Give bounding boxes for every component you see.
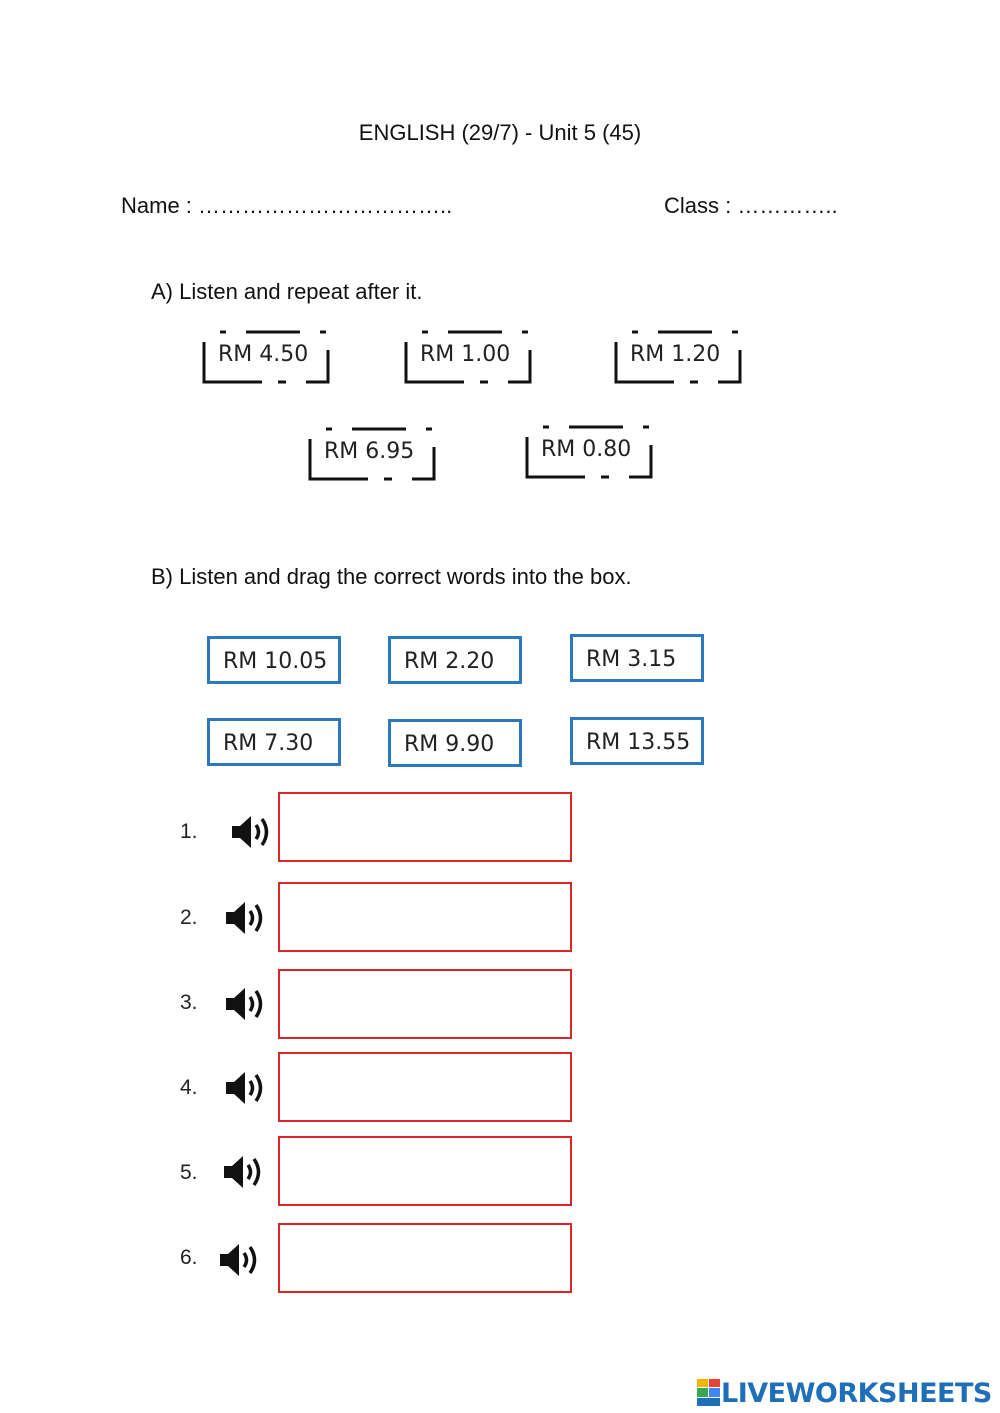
price-label: RM 4.50 bbox=[218, 342, 309, 367]
speaker-icon[interactable] bbox=[230, 812, 274, 852]
section-b-heading: B) Listen and drag the correct words into the box. bbox=[151, 564, 632, 589]
question-number: 5. bbox=[180, 1161, 198, 1184]
word-label: RM 3.15 bbox=[586, 647, 677, 672]
question-number: 1. bbox=[180, 820, 198, 843]
question-number: 6. bbox=[180, 1246, 198, 1269]
logo-text: LIVEWORKSHEETS bbox=[721, 1377, 992, 1409]
speaker-icon[interactable] bbox=[224, 984, 268, 1024]
question-number: 2. bbox=[180, 906, 198, 929]
word-label: RM 2.20 bbox=[404, 649, 495, 674]
word-label: RM 7.30 bbox=[223, 731, 314, 756]
class-field-line: Class : ………….. bbox=[664, 193, 838, 218]
price-card-4 bbox=[308, 427, 436, 479]
speaker-icon[interactable] bbox=[224, 898, 268, 938]
name-field-line: Name : …………………………….. bbox=[121, 193, 453, 218]
answer-drop-box[interactable] bbox=[278, 882, 572, 952]
word-bank-item[interactable] bbox=[570, 717, 704, 765]
word-bank-item[interactable] bbox=[207, 718, 341, 766]
liveworksheets-logo bbox=[697, 1376, 992, 1410]
answer-drop-box[interactable] bbox=[278, 1052, 572, 1122]
word-label: RM 9.90 bbox=[404, 732, 495, 757]
answer-drop-box[interactable] bbox=[278, 969, 572, 1039]
word-bank-item[interactable] bbox=[388, 719, 522, 767]
price-card-5 bbox=[525, 425, 653, 477]
word-bank-item[interactable] bbox=[207, 636, 341, 684]
logo-mark-icon bbox=[697, 1379, 721, 1407]
answer-drop-box[interactable] bbox=[278, 1136, 572, 1206]
price-label: RM 1.00 bbox=[420, 342, 511, 367]
price-label: RM 0.80 bbox=[541, 437, 632, 462]
question-number: 4. bbox=[180, 1076, 198, 1099]
section-a-heading: A) Listen and repeat after it. bbox=[151, 279, 423, 304]
speaker-icon[interactable] bbox=[224, 1068, 268, 1108]
word-bank-item[interactable] bbox=[388, 636, 522, 684]
price-label: RM 1.20 bbox=[630, 342, 721, 367]
worksheet-title: ENGLISH (29/7) - Unit 5 (45) bbox=[358, 120, 642, 145]
price-card-3 bbox=[614, 330, 742, 382]
speaker-icon[interactable] bbox=[218, 1240, 262, 1280]
price-card-1 bbox=[202, 330, 330, 382]
answer-drop-box[interactable] bbox=[278, 1223, 572, 1293]
answer-drop-box[interactable] bbox=[278, 792, 572, 862]
word-label: RM 10.05 bbox=[223, 649, 328, 674]
price-card-2 bbox=[404, 330, 532, 382]
word-label: RM 13.55 bbox=[586, 730, 691, 755]
word-bank-item[interactable] bbox=[570, 634, 704, 682]
question-number: 3. bbox=[180, 991, 198, 1014]
speaker-icon[interactable] bbox=[222, 1152, 266, 1192]
price-label: RM 6.95 bbox=[324, 439, 415, 464]
